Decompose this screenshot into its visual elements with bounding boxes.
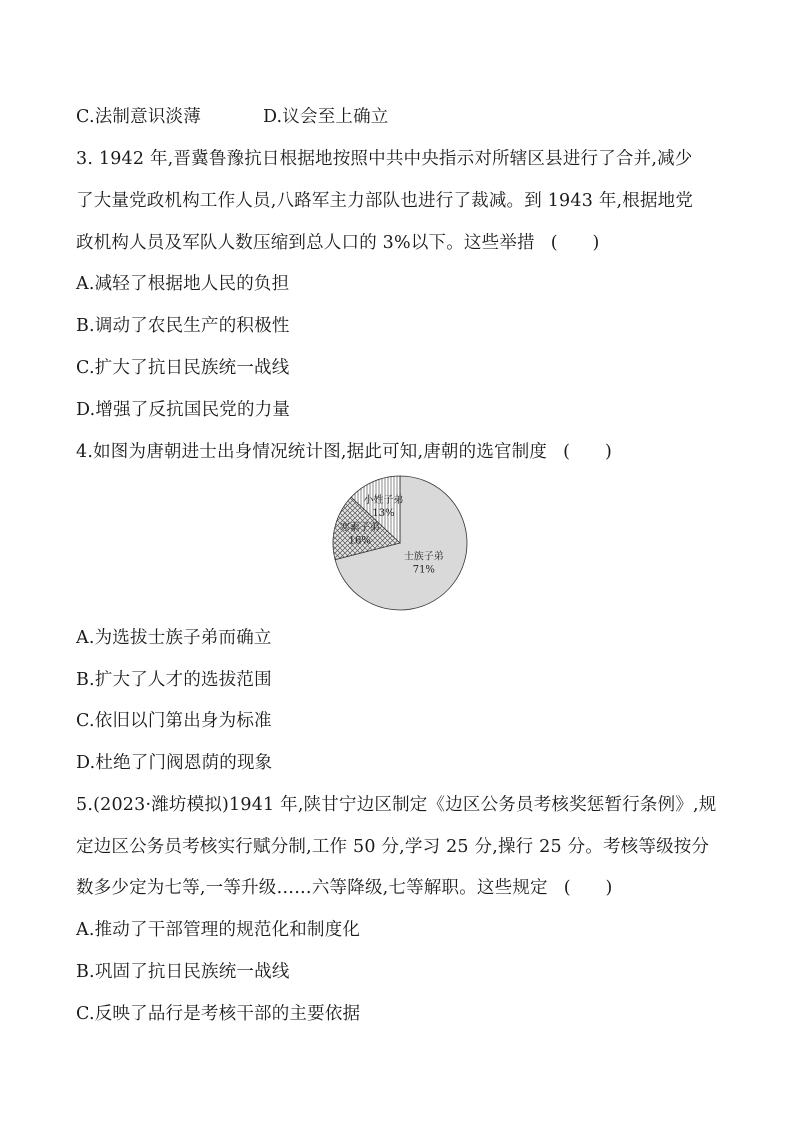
q4-option-b: B.扩大了人才的选拔范围 bbox=[76, 670, 272, 690]
pie-value-label-1: 16% bbox=[348, 535, 371, 547]
q4-option-d: D.杜绝了门阀恩荫的现象 bbox=[76, 753, 273, 773]
q3-stem-line3 bbox=[76, 232, 599, 254]
q2-option-c: C.法制意识淡薄 bbox=[76, 107, 201, 127]
q3-stem-text: 政机构人员及军队人数压缩到总人口的 3%以下。这些举措 bbox=[76, 233, 535, 253]
q3-stem-line2: 了大量党政机构工作人员,八路军主力部队也进行了裁减。到 1943 年,根据地党 bbox=[76, 191, 694, 211]
q4-stem-text: 4.如图为唐朝进士出身情况统计图,据此可知,唐朝的选官制度 bbox=[76, 442, 548, 462]
q2-options-row bbox=[76, 106, 389, 128]
q4-stem-line bbox=[76, 441, 612, 463]
pie-value-label-2: 13% bbox=[372, 507, 395, 519]
pie-value-label-0: 71% bbox=[412, 564, 435, 576]
q5-option-b: B.巩固了抗日民族统一战线 bbox=[76, 962, 290, 982]
pie-label-2: 小姓子弟 bbox=[363, 494, 404, 506]
pie-chart bbox=[330, 473, 470, 613]
q4-option-a: A.为选拔士族子弟而确立 bbox=[76, 628, 272, 648]
q4-option-c: C.依旧以门第出身为标准 bbox=[76, 711, 272, 731]
q5-stem-line1: 5.(2023·潍坊模拟)1941 年,陕甘宁边区制定《边区公务员考核奖惩暂行条例》,规 bbox=[76, 795, 717, 815]
q5-stem-text: 数多少定为七等,一等升级……六等降级,七等解职。这些规定 bbox=[76, 878, 548, 898]
pie-label-0: 士族子弟 bbox=[403, 551, 444, 563]
q3-option-d: D.增强了反抗国民党的力量 bbox=[76, 400, 291, 420]
q4-answer-paren: ( ) bbox=[563, 442, 612, 462]
q3-answer-paren: ( ) bbox=[550, 233, 600, 253]
q3-option-c: C.扩大了抗日民族统一战线 bbox=[76, 358, 290, 378]
q5-option-a: A.推动了干部管理的规范化和制度化 bbox=[76, 920, 361, 940]
q5-stem-line2: 定边区公务员考核实行赋分制,工作 50 分,学习 25 分,操行 25 分。考核等级按分 bbox=[76, 837, 710, 857]
pie-label-1: 寒素子弟 bbox=[339, 522, 380, 534]
q5-option-c: C.反映了品行是考核干部的主要依据 bbox=[76, 1004, 361, 1024]
q3-stem-line1: 3. 1942 年,晋冀鲁豫抗日根据地按照中共中央指示对所辖区县进行了合并,减少 bbox=[76, 149, 693, 169]
q2-option-d: D.议会至上确立 bbox=[262, 107, 389, 127]
q5-answer-paren: ( ) bbox=[563, 878, 613, 898]
q3-option-a: A.减轻了根据地人民的负担 bbox=[76, 274, 290, 294]
q3-option-b: B.调动了农民生产的积极性 bbox=[76, 316, 290, 336]
q5-stem-line3 bbox=[76, 877, 612, 899]
